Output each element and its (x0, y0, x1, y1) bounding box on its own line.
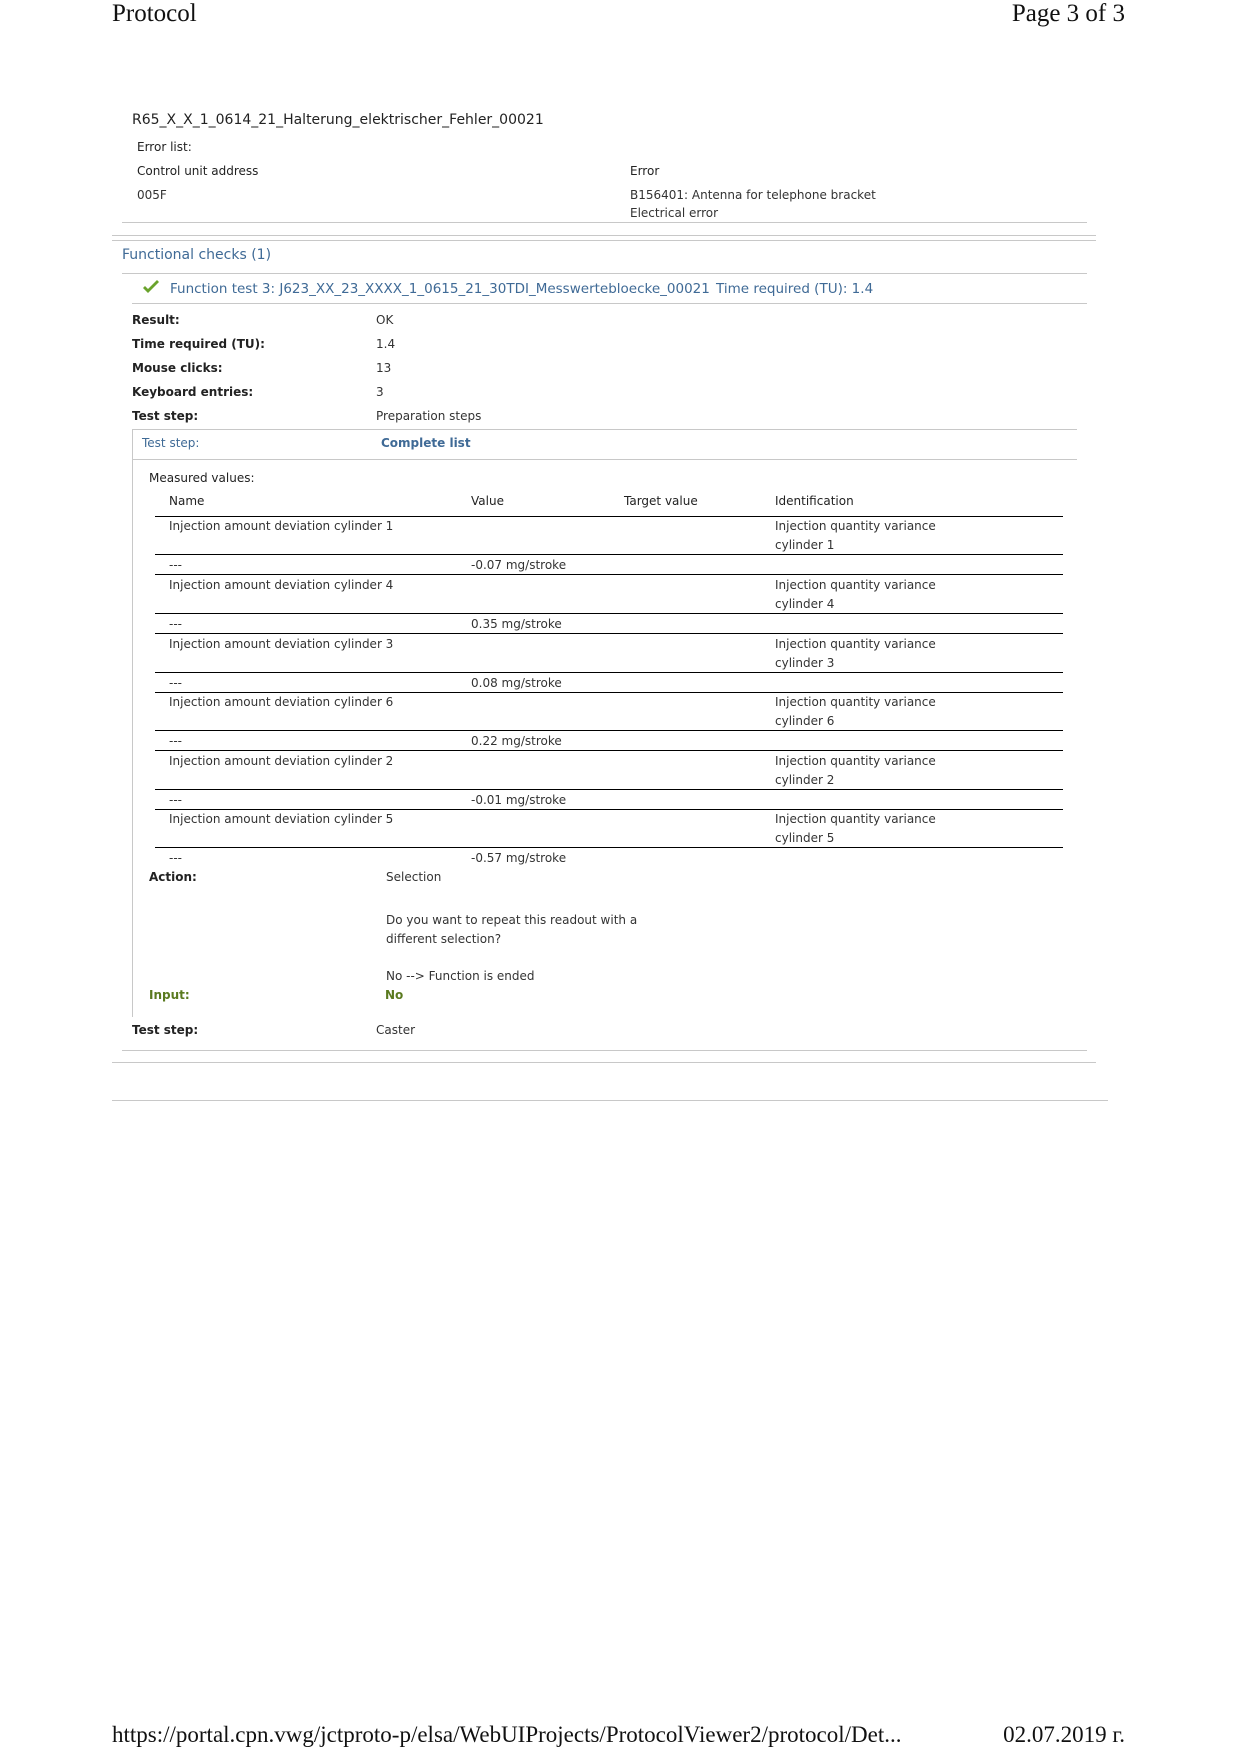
table-row-rule (155, 554, 1063, 555)
print-header-title: Protocol (112, 0, 197, 27)
table-cell-name: Injection amount deviation cylinder 3 (169, 637, 394, 651)
table-cell-value: 0.35 mg/stroke (471, 617, 562, 631)
table-cell-dash: --- (169, 734, 182, 748)
divider (132, 429, 1077, 430)
field-value: 13 (376, 361, 392, 375)
function-test-title[interactable]: Function test 3: J623_XX_23_XXXX_1_0615_21_30TDI_Messwertebloecke_00021 (170, 281, 710, 297)
table-cell-identification: cylinder 5 (775, 831, 835, 845)
error-section-title: R65_X_X_1_0614_21_Halterung_elektrischer_Fehler_00021 (132, 112, 544, 128)
checkmark-icon (142, 280, 160, 296)
sub-step-value: Complete list (381, 436, 471, 450)
divider (122, 222, 1087, 223)
table-row-rule (155, 847, 1063, 848)
table-cell-identification: Injection quantity variance (775, 519, 936, 533)
error-type: Electrical error (630, 206, 719, 220)
field-value: 1.4 (376, 337, 396, 351)
divider (112, 1062, 1096, 1063)
sub-step-label: Test step: (142, 436, 200, 450)
divider (132, 459, 1077, 460)
table-header-rule (155, 516, 1063, 517)
control-unit-address: 005F (137, 188, 167, 202)
table-row-rule (155, 672, 1063, 673)
field-label: Result: (132, 313, 180, 327)
table-cell-identification: cylinder 2 (775, 773, 835, 787)
action-question: different selection? (386, 932, 502, 946)
table-row-rule (155, 692, 1063, 693)
table-cell-identification: Injection quantity variance (775, 637, 936, 651)
table-cell-value: -0.07 mg/stroke (471, 558, 567, 572)
table-cell-dash: --- (169, 558, 182, 572)
field-value: OK (376, 313, 394, 327)
table-header-target-value: Target value (624, 494, 698, 508)
error-code-description: B156401: Antenna for telephone bracket (630, 188, 876, 202)
table-cell-identification: Injection quantity variance (775, 812, 936, 826)
input-label: Input: (149, 988, 190, 1002)
table-row-rule (155, 789, 1063, 790)
table-cell-dash: --- (169, 851, 182, 865)
field-label: Mouse clicks: (132, 361, 223, 375)
error-header: Error (630, 164, 660, 178)
input-value: No (385, 988, 404, 1002)
action-note: No --> Function is ended (386, 969, 535, 983)
print-footer-date: 02.07.2019 г. (1003, 1722, 1125, 1747)
divider (132, 303, 1087, 304)
table-cell-identification: cylinder 4 (775, 597, 835, 611)
print-page-number: Page 3 of 3 (1011, 0, 1125, 27)
table-cell-value: -0.01 mg/stroke (471, 793, 567, 807)
table-cell-identification: Injection quantity variance (775, 754, 936, 768)
table-cell-name: Injection amount deviation cylinder 2 (169, 754, 394, 768)
error-list-label: Error list: (137, 140, 192, 154)
table-header-value: Value (471, 494, 504, 508)
table-cell-identification: Injection quantity variance (775, 695, 936, 709)
divider (122, 273, 1087, 274)
table-row-rule (155, 613, 1063, 614)
divider (112, 235, 1096, 236)
table-cell-dash: --- (169, 793, 182, 807)
table-cell-dash: --- (169, 617, 182, 631)
field-label: Keyboard entries: (132, 385, 254, 399)
field-label: Test step: (132, 409, 199, 423)
action-label: Action: (149, 870, 197, 884)
table-cell-name: Injection amount deviation cylinder 4 (169, 578, 394, 592)
table-row-rule (155, 730, 1063, 731)
print-footer-url: https://portal.cpn.vwg/jctproto-p/elsa/WebUIProjects/ProtocolViewer2/protocol/Det... (112, 1722, 902, 1747)
final-step-label: Test step: (132, 1023, 199, 1037)
action-value: Selection (386, 870, 442, 884)
divider (112, 240, 1096, 241)
final-step-value: Caster (376, 1023, 416, 1037)
table-cell-dash: --- (169, 676, 182, 690)
table-cell-identification: cylinder 1 (775, 538, 835, 552)
table-header-name: Name (169, 494, 205, 508)
field-value: 3 (376, 385, 384, 399)
table-cell-value: 0.22 mg/stroke (471, 734, 562, 748)
table-cell-value: 0.08 mg/stroke (471, 676, 562, 690)
table-cell-identification: Injection quantity variance (775, 578, 936, 592)
table-cell-name: Injection amount deviation cylinder 6 (169, 695, 394, 709)
action-question: Do you want to repeat this readout with a (386, 913, 638, 927)
table-row-rule (155, 633, 1063, 634)
table-cell-name: Injection amount deviation cylinder 1 (169, 519, 394, 533)
divider (122, 1050, 1087, 1051)
measured-values-label: Measured values: (149, 471, 255, 485)
table-cell-identification: cylinder 3 (775, 656, 835, 670)
function-test-time: Time required (TU): 1.4 (716, 281, 874, 297)
table-row-rule (155, 750, 1063, 751)
functional-checks-title[interactable]: Functional checks (1) (122, 247, 272, 263)
field-value: Preparation steps (376, 409, 482, 423)
table-header-identification: Identification (775, 494, 854, 508)
control-unit-address-header: Control unit address (137, 164, 259, 178)
table-cell-name: Injection amount deviation cylinder 5 (169, 812, 394, 826)
table-row-rule (155, 574, 1063, 575)
table-cell-identification: cylinder 6 (775, 714, 835, 728)
table-cell-value: -0.57 mg/stroke (471, 851, 567, 865)
test-step-border (132, 429, 133, 1017)
field-label: Time required (TU): (132, 337, 265, 351)
divider (112, 1100, 1108, 1101)
table-row-rule (155, 809, 1063, 810)
